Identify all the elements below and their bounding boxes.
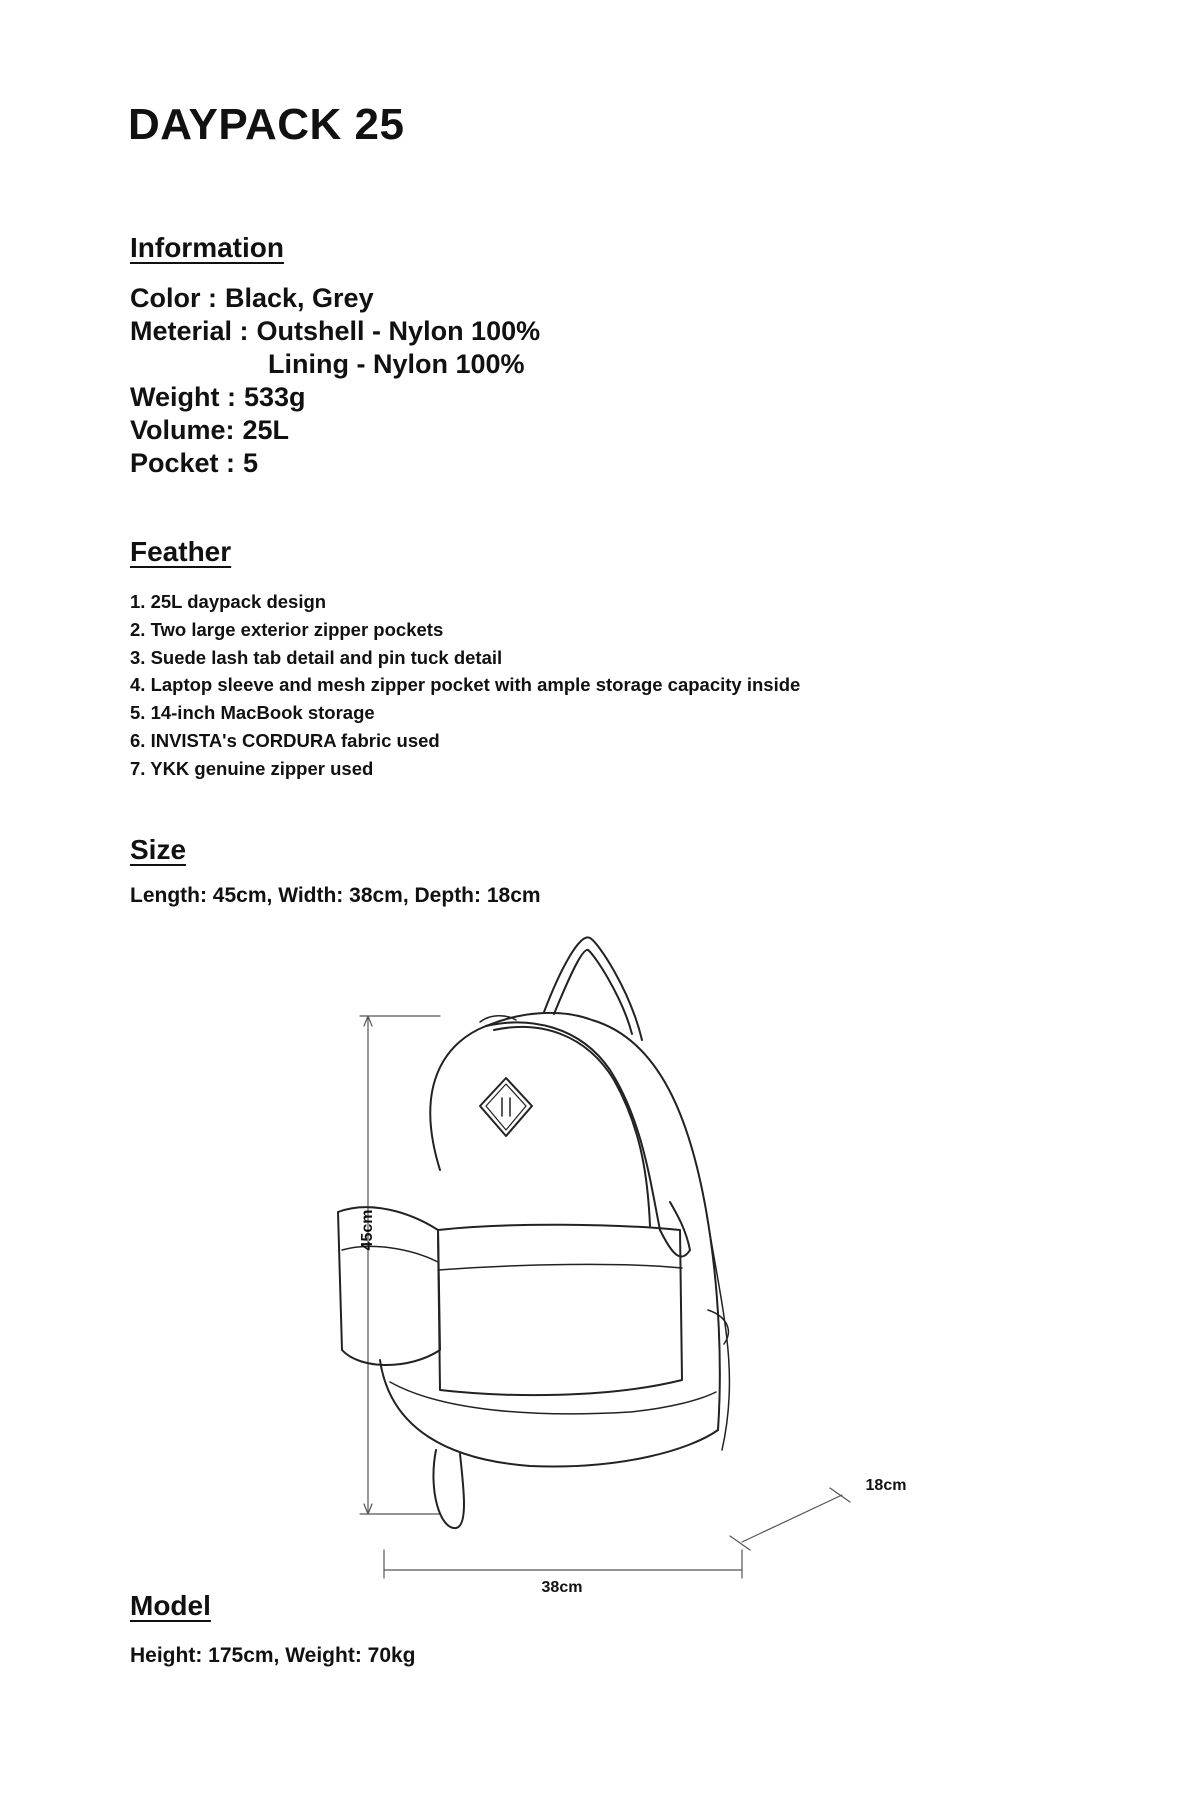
weight-value: 533g <box>243 382 306 412</box>
backpack-diagram <box>330 930 930 1600</box>
information-block <box>130 282 540 480</box>
feature-list <box>130 588 800 783</box>
front-pocket <box>438 1225 682 1395</box>
info-row-material <box>130 315 540 348</box>
material-label: Meterial : <box>130 316 249 346</box>
info-row-pocket <box>130 447 540 480</box>
top-handle <box>544 937 642 1040</box>
list-item: 7. YKK genuine zipper used <box>130 757 374 779</box>
color-value: Black, Grey <box>225 283 374 313</box>
dim-depth-label: 18cm <box>865 1477 907 1494</box>
weight-label: Weight : <box>130 382 236 412</box>
list-item: 6. INVISTA's CORDURA fabric used <box>130 729 440 751</box>
information-heading: Information <box>130 232 284 263</box>
info-row-material-lining <box>130 348 540 381</box>
model-heading: Model <box>130 1590 211 1621</box>
list-item: 2. Two large exterior zipper pockets <box>130 618 444 640</box>
pocket-label: Pocket : <box>130 448 236 478</box>
size-text: Length: 45cm, Width: 38cm, Depth: 18cm <box>130 884 541 907</box>
volume-value: 25L <box>242 415 290 445</box>
list-item: 5. 14-inch MacBook storage <box>130 702 375 724</box>
list-item: 1. 25L daypack design <box>130 591 327 612</box>
model-text: Height: 175cm, Weight: 70kg <box>130 1644 416 1667</box>
material-value-outshell: Outshell - Nylon 100% <box>256 316 541 346</box>
list-item: 4. Laptop sleeve and mesh zipper pocket with ample storage capacity inside <box>130 674 801 696</box>
material-value-lining: Lining - Nylon 100% <box>268 349 525 379</box>
side-pocket-left <box>338 1207 440 1365</box>
backpack-body-outline <box>430 1013 720 1430</box>
bottom-loop <box>433 1450 464 1528</box>
dimension-lines <box>360 1016 850 1578</box>
suede-patch <box>480 1078 532 1136</box>
info-row-volume <box>130 414 540 447</box>
product-title: DAYPACK 25 <box>128 100 405 149</box>
pocket-value: 5 <box>243 448 259 478</box>
feather-heading: Feather <box>130 536 232 567</box>
info-row-weight <box>130 381 540 414</box>
dim-length-label: 45cm <box>359 1209 376 1251</box>
size-heading: Size <box>130 834 187 865</box>
list-item: 3. Suede lash tab detail and pin tuck detail <box>130 646 503 668</box>
dim-width-label: 38cm <box>541 1579 583 1596</box>
volume-label: Volume: <box>130 415 235 445</box>
info-row-color <box>130 282 540 315</box>
color-label: Color : <box>130 283 217 313</box>
